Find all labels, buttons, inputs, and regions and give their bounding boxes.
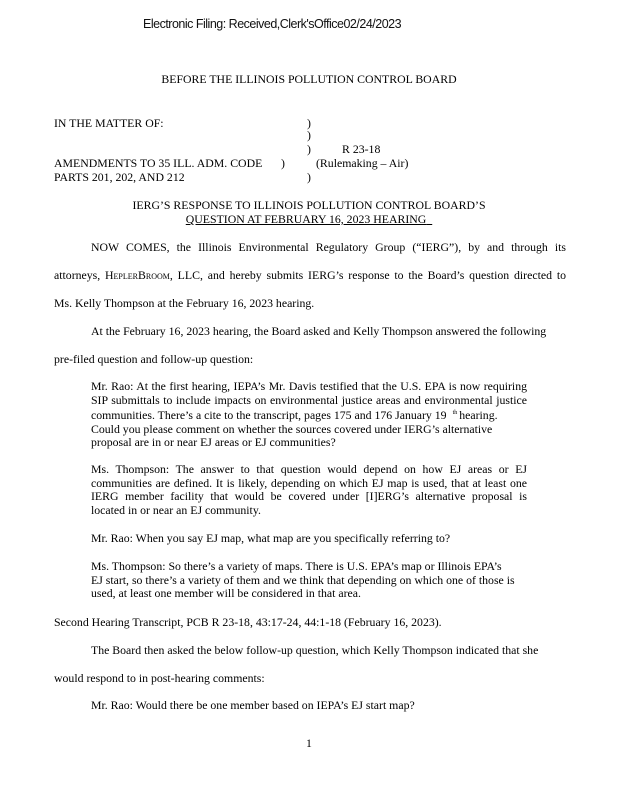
- q1-line4: Could you please comment on whether the sources covered under IERG’s alternative: [91, 421, 493, 436]
- board-title: BEFORE THE ILLINOIS POLLUTION CONTROL BOARD: [161, 72, 457, 86]
- quote-rao-followup: Mr. Rao: When you say EJ map, what map are you specifically referring to?: [91, 531, 451, 545]
- paragraph-1-line1: NOW COMES, the Illinois Environmental Regulatory Group (“IERG”), by and through its: [91, 240, 566, 254]
- page-number: 1: [306, 736, 312, 750]
- caption-paren-5: ): [307, 170, 311, 184]
- caption-parts: PARTS 201, 202, AND 212: [54, 170, 185, 184]
- q2-line2: communities are defined. It is likely, depending on which EJ map is used, that at least one: [91, 475, 527, 490]
- q1-line1: Mr. Rao: At the first hearing, IEPA’s Mr. Davis testified that the U.S. EPA is now requiring: [91, 379, 527, 393]
- q1-line3-pre: communities. There’s a cite to the transcript, pages 175 and 176 January 19: [91, 408, 447, 423]
- paragraph-1-line2: [54, 268, 566, 283]
- quote-thompson-answer: [91, 463, 527, 517]
- quote-thompson-maps: [91, 560, 527, 601]
- q4-line2: EJ start, so there’s a variety of them and we think that depending on which one of those is: [91, 572, 515, 587]
- q2-line1: Ms. Thompson: The answer to that question would depend on how EJ areas or EJ: [91, 462, 527, 476]
- q2-line4: located in or near an EJ community.: [91, 502, 261, 517]
- q4-line1: Ms. Thompson: So there’s a variety of maps. There is U.S. EPA’s map or Illinois EPA’s: [91, 559, 502, 573]
- caption-paren-3: ): [307, 142, 311, 156]
- q4-line3: used, at least one member will be considered in that area.: [91, 586, 361, 601]
- response-heading-line2: [0, 212, 618, 226]
- q1-line3-post: hearing.: [459, 408, 498, 423]
- paragraph-1-line3: Ms. Kelly Thompson at the February 16, 2023 hearing.: [54, 296, 315, 310]
- transcript-citation: Second Hearing Transcript, PCB R 23-18, 43:17-24, 44:1-18 (February 16, 2023).: [54, 615, 442, 629]
- response-heading-line2-text: QUESTION AT FEBRUARY 16, 2023 HEARING: [185, 212, 427, 226]
- q1-superscript: th: [452, 410, 458, 417]
- electronic-filing-stamp: Electronic Filing: Received,Clerk'sOffice02/24/2023: [143, 17, 402, 31]
- caption-paren-1: ): [307, 116, 311, 130]
- paragraph-3-line1: The Board then asked the below follow-up question, which Kelly Thompson indicated that she: [91, 643, 539, 657]
- caption-paren-2: ): [307, 128, 311, 142]
- q2-line3: IERG member facility that would be covered under [I]ERG’s alternative proposal is: [91, 489, 527, 504]
- paragraph-3-line2: would respond to in post-hearing comments:: [54, 671, 265, 685]
- caption-amendments: AMENDMENTS TO 35 ILL. ADM. CODE: [54, 156, 263, 170]
- quote-rao-ej-map: Mr. Rao: Would there be one member based on IEPA’s EJ start map?: [91, 698, 415, 712]
- rulemaking-type: (Rulemaking – Air): [316, 156, 409, 170]
- law-firm-name: HeplerBroom: [105, 268, 170, 282]
- q1-line2: SIP submittals to include impacts on environmental justice areas and environmental justice: [91, 392, 527, 407]
- docket-number: R 23-18: [342, 142, 381, 156]
- caption-paren-4: ): [281, 156, 285, 170]
- caption-matter: IN THE MATTER OF:: [54, 116, 164, 130]
- quote-rao-question: [91, 380, 527, 450]
- q1-line3: [91, 407, 527, 423]
- paragraph-2-line2: pre-filed question and follow-up question:: [54, 352, 254, 366]
- paragraph-2-line1: At the February 16, 2023 hearing, the Board asked and Kelly Thompson answered the following: [91, 324, 547, 338]
- p1-line2-post: , LLC, and hereby submits IERG’s response to the Board’s question directed to: [169, 268, 566, 282]
- q1-line5: proposal are in or near EJ areas or EJ communities?: [91, 435, 336, 450]
- p1-line2-pre: attorneys,: [54, 268, 106, 282]
- response-heading-line1: IERG’S RESPONSE TO ILLINOIS POLLUTION CONTROL BOARD’S: [132, 198, 486, 212]
